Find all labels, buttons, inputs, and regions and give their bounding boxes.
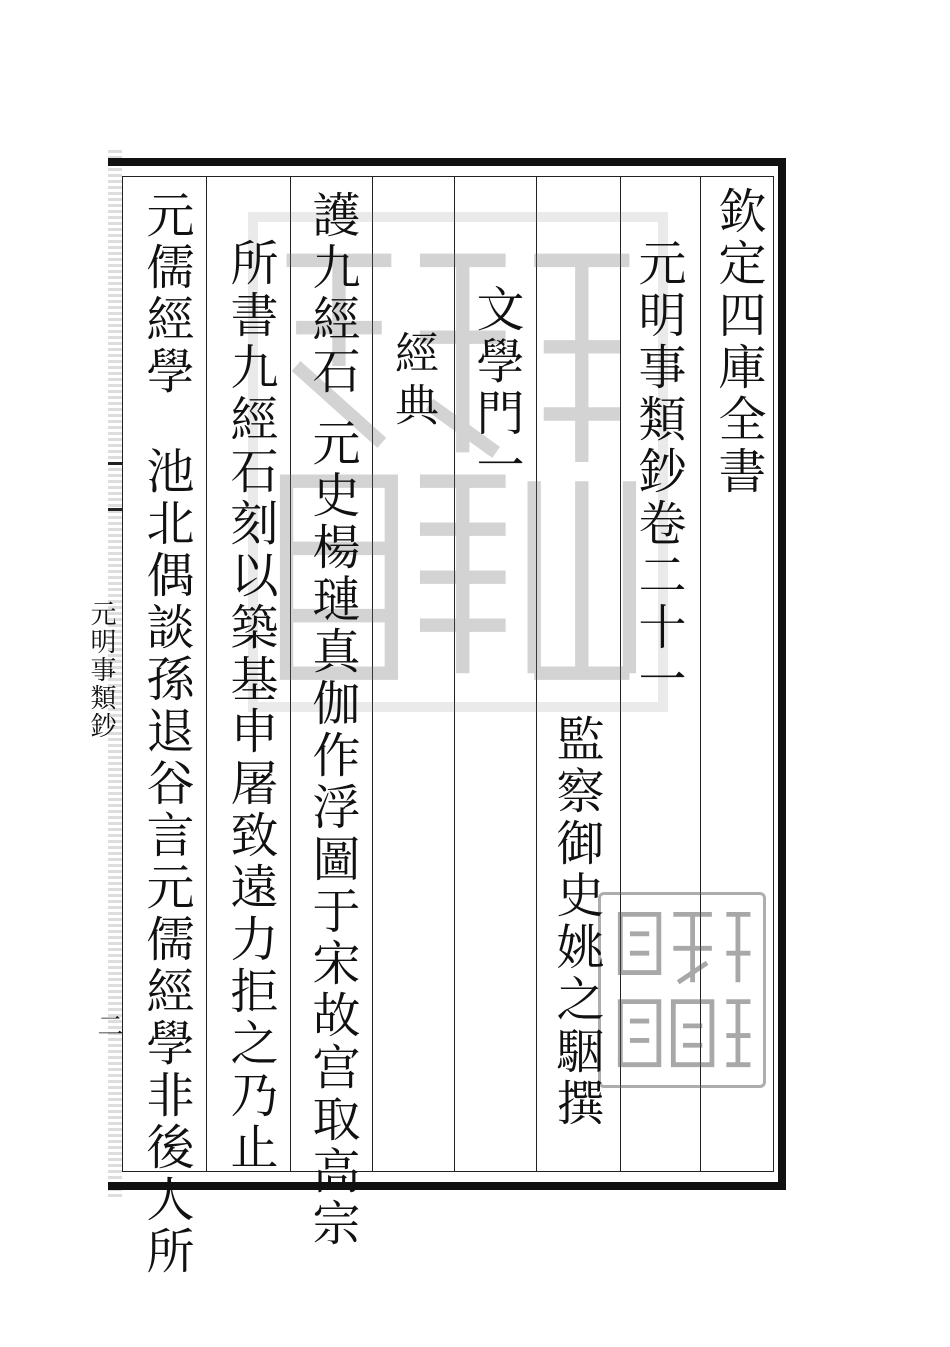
margin-title: 元明事類鈔 (86, 600, 116, 740)
entry2-text: 池北偶談孫退谷言元儒經學非後人所 (138, 446, 194, 1278)
entry2-heading: 元儒經學 (138, 190, 194, 398)
entry-text: 元史楊璉真伽作浮圖于宋故宫取高宗 (304, 418, 360, 1250)
section-title: 文學門一 (468, 284, 524, 492)
book-title: 欽定四庫全書 (710, 186, 766, 498)
subsection-title: 經典 (387, 330, 438, 434)
entry-text-continued: 所書九經石刻以築基申屠致遠力拒之乃止 (222, 238, 278, 1174)
column-divider (206, 176, 207, 1172)
entry-heading-text: 護九經石 (304, 190, 360, 398)
seal-stamp-icon (598, 892, 766, 1088)
entry2 (138, 190, 194, 1278)
entry-heading (304, 190, 360, 1250)
author-line: 監察御史姚之駰撰 (548, 714, 604, 1130)
volume-title: 元明事類鈔卷二十一 (630, 238, 686, 706)
page-number: 二 (93, 1012, 123, 1038)
